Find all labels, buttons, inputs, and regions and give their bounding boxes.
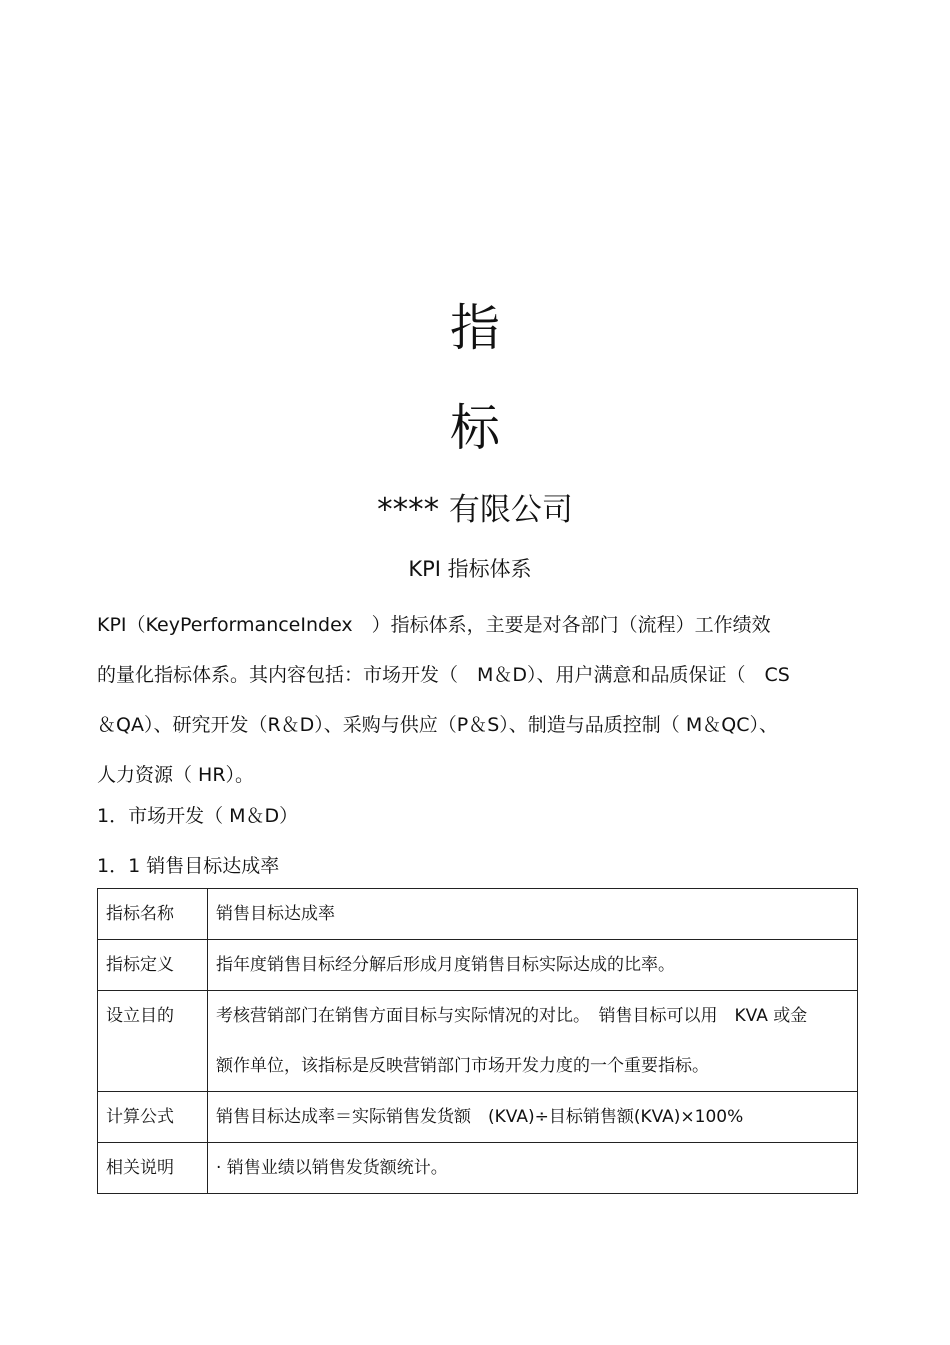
row-value-cell (208, 1143, 858, 1194)
table-row (98, 991, 858, 1092)
intro-line: KPI（KeyPerformanceIndex ）指标体系，主要是对各部门（流程）工作绩效 (97, 614, 771, 636)
row-value-cell (208, 940, 858, 991)
intro-paragraph (97, 600, 872, 800)
intro-line: ＆QA）、研究开发（R＆D）、采购与供应（P＆S）、制造与品质控制（ M＆QC）、 (97, 714, 778, 736)
row-key-cell: 指标名称 (98, 889, 208, 940)
table-row (98, 1143, 858, 1194)
cover-title-char-2: 标 (450, 399, 500, 457)
row-value-cell (208, 991, 858, 1092)
intro-line: 的量化指标体系。其内容包括：市场开发（ M＆D）、用户满意和品质保证（ CS (97, 664, 790, 686)
subsection-heading-sales-target: 1．1 销售目标达成率 (97, 855, 280, 877)
row-key-cell: 相关说明 (98, 1143, 208, 1194)
row-value-line: 额作单位，该指标是反映营销部门市场开发力度的一个重要指标。 (216, 1056, 709, 1076)
row-value-line: 指年度销售目标经分解后形成月度销售目标实际达成的比率。 (216, 955, 675, 975)
row-value-line: 销售目标达成率 (216, 904, 335, 924)
row-key-cell: 设立目的 (98, 991, 208, 1092)
intro-line: 人力资源（ HR）。 (97, 764, 255, 786)
table-row (98, 1092, 858, 1143)
section-heading-market-development: 1．市场开发（ M＆D） (97, 805, 299, 827)
row-value-line: · 销售业绩以销售发货额统计。 (216, 1158, 448, 1178)
kpi-system-title: KPI 指标体系 (408, 557, 532, 581)
table-row (98, 940, 858, 991)
row-value-line: 销售目标达成率＝实际销售发货额 (KVA)÷目标销售额(KVA)×100% (216, 1107, 744, 1127)
row-value-cell (208, 1092, 858, 1143)
cover-title-char-1: 指 (450, 299, 500, 357)
kpi-definition-table (97, 888, 858, 1194)
row-key-cell: 计算公式 (98, 1092, 208, 1143)
table-row (98, 889, 858, 940)
row-value-line: 考核营销部门在销售方面目标与实际情况的对比。 销售目标可以用 KVA 或金 (216, 1006, 808, 1026)
row-key-cell: 指标定义 (98, 940, 208, 991)
company-name: **** 有限公司 (377, 492, 573, 528)
row-value-cell (208, 889, 858, 940)
